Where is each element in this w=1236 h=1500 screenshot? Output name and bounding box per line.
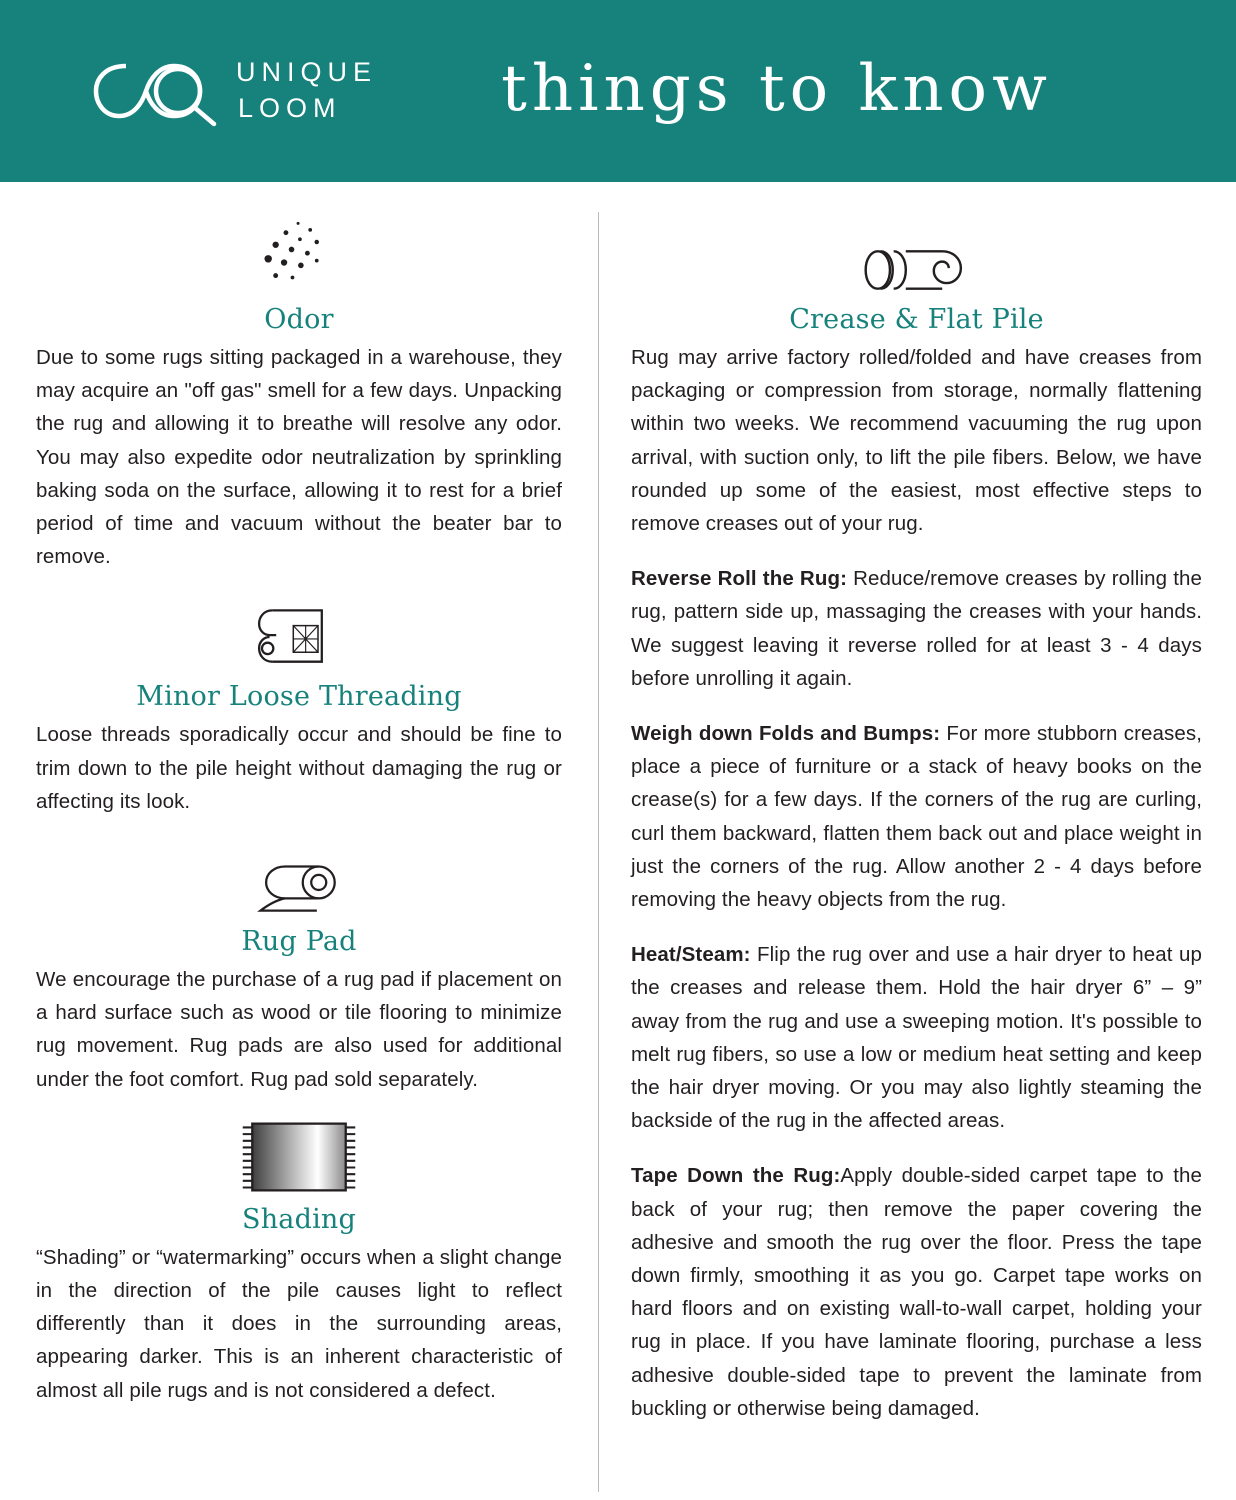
rug-pad-roll-icon (36, 836, 562, 920)
brand-lockup (90, 54, 377, 128)
tip-weigh-down (631, 717, 1202, 916)
section-title: Crease & Flat Pile (789, 304, 1044, 335)
tip-tape-down (631, 1159, 1202, 1425)
section-body: “Shading” or “watermarking” occurs when a slight change in the direction of the pile causes light to reflect differently than it does in the surrounding areas, appearing darker. This is an inherent characteristic of almost all pile rugs and is not considered a defect. (36, 1245, 562, 1402)
rolled-rug-icon (36, 591, 562, 675)
section-rug-pad (36, 836, 562, 1096)
section-title: Shading (242, 1203, 356, 1235)
brand-line-2: LOOM (238, 93, 342, 123)
section-shading (36, 1114, 562, 1407)
page-title: things to know (501, 52, 1052, 126)
curled-rug-icon (631, 206, 1202, 298)
unique-loom-infinity-logo-icon (90, 54, 220, 128)
content-area (0, 182, 1236, 1500)
tip-lead-in: Weigh down Folds and Bumps: (631, 722, 941, 746)
tip-lead-in: Reverse Roll the Rug: (631, 567, 848, 591)
section-odor (36, 206, 562, 573)
odor-dots-icon (36, 206, 562, 298)
section-body: We encourage the purchase of a rug pad if placement on a hard surface such as wood or tile flooring to minimize rug movement. Rug pads are also used for additional under the foot comfort. Rug pad sold separately. (36, 968, 562, 1091)
crease-intro-paragraph: Rug may arrive factory rolled/folded and have creases from packaging or compression from storage, normally flattening within two weeks. We recommend vacuuming the rug upon arrival, with suction only, to lift the pile fibers. Below, we have rounded up some of the easiest, most effective steps to remove creases out of your rug. (631, 346, 1202, 536)
section-minor-loose-threading (36, 591, 562, 818)
tip-heat-steam (631, 938, 1202, 1137)
brand-line-1: UNIQUE (236, 57, 378, 88)
tip-body: Apply double-sided carpet tape to the back of your rug; then remove the paper covering the adhesive and smooth the rug over the floor. Press the tape down firmly, smoothing it as you go. Carpet tape works on hard floors and on existing wall-to-wall carpet, holding your rug in place. If you have laminate flooring, purchase a less adhesive double-sided tape to prevent the laminate from buckling or otherwise being damaged. (631, 1164, 1202, 1420)
tip-body: For more stubborn creases, place a piece of furniture or a stack of heavy books on the crease(s) for a few days. If the corners of the rug are curling, curl them backward, flatten them back out and place weight in just the corners of the rug. Allow another 2 - 4 days before removing the heavy objects from the rug. (631, 722, 1202, 912)
tip-body: Flip the rug over and use a hair dryer to heat up the creases and release them. Hold the hair dryer 6” – 9” away from the rug and use a sweeping motion. It's possible to melt rug fibers, so use a low or medium heat setting and keep the hair dryer moving. Or you may also lightly steaming the backside of the rug in the affected areas. (631, 943, 1202, 1133)
tip-reverse-roll (631, 562, 1202, 695)
tip-lead-in: Tape Down the Rug: (631, 1164, 841, 1188)
right-column (599, 182, 1236, 1500)
section-body: Loose threads sporadically occur and should be fine to trim down to the pile height without damaging the rug or affecting its look. (36, 723, 562, 813)
page-header (0, 0, 1236, 182)
section-title: Minor Loose Threading (136, 681, 462, 713)
shaded-rug-icon (36, 1114, 562, 1198)
section-title: Rug Pad (241, 926, 357, 958)
tip-lead-in: Heat/Steam: (631, 943, 751, 967)
section-body: Due to some rugs sitting packaged in a warehouse, they may acquire an "off gas" smell for a few days. Unpacking the rug and allowing it to breathe will resolve any odor. You may also expedite odor neutralization by sprinkling baking soda on the surface, allowing it to rest for a brief period of time and vacuum without the beater bar to remove. (36, 346, 562, 569)
section-title: Odor (264, 304, 334, 335)
brand-wordmark (236, 55, 377, 126)
left-column (0, 182, 598, 1500)
tip-body: Reduce/remove creases by rolling the rug, pattern side up, massaging the creases with your hands. We suggest leaving it reverse rolled for at least 3 - 4 days before unrolling it again. (631, 567, 1203, 690)
